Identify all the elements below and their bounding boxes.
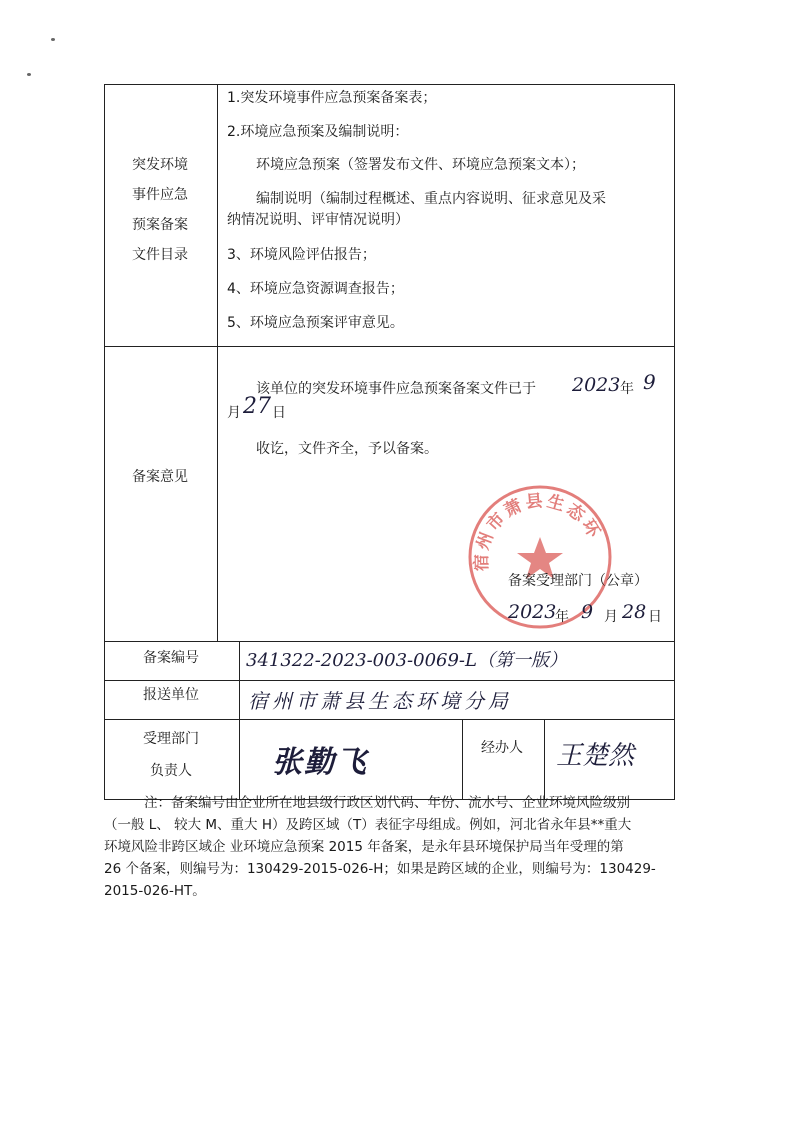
dept-head-label-line: 受理部门 (143, 731, 199, 747)
seal-text: 宿州市萧县生态环 (471, 491, 606, 572)
footnote-line: 注：备案编号由企业所在地县级行政区划代码、年份、流水号、企业环境风险级别 (144, 795, 630, 811)
record-no-label: 备案编号 (143, 650, 199, 666)
submit-unit-label: 报送单位 (143, 687, 199, 703)
record-no-handwritten: 341322-2023-003-0069-L（第一版） (246, 650, 567, 671)
catalog-item: 编制说明（编制过程概述、重点内容说明、征求意见及采 (256, 191, 606, 207)
opinion-year-unit: 年 (620, 381, 634, 397)
opinion-label: 备案意见 (132, 469, 188, 485)
stamp-day-unit: 日 (648, 609, 662, 625)
catalog-label-line: 事件应急 (132, 187, 188, 203)
dept-stamp-label: 备案受理部门（公章） (508, 573, 648, 589)
opinion-text-2: 收讫，文件齐全，予以备案。 (256, 441, 438, 457)
opinion-year-handwritten: 2023 (572, 374, 621, 396)
catalog-item: 纳情况说明、评审情况说明） (227, 212, 409, 228)
footnote-line: （一般 L、 较大 M、重大 H）及跨区域（T）表征字母组成。例如，河北省永年县**重大 (104, 817, 632, 833)
catalog-item: 3、环境风险评估报告； (227, 247, 376, 263)
opinion-month-handwritten: 9 (643, 370, 656, 394)
catalog-item: 1.突发环境事件应急预案备案表； (227, 90, 437, 106)
catalog-label-line: 突发环境 (132, 157, 188, 173)
submit-unit-handwritten: 宿州市萧县生态环境分局 (248, 689, 512, 713)
catalog-item: 环境应急预案（签署发布文件、环境应急预案文本）； (256, 157, 585, 173)
scan-speck (27, 73, 31, 76)
stamp-day-handwritten: 28 (622, 601, 647, 623)
footnote-line: 环境风险非跨区域企 业环境应急预案 2015 年备案，是永年县环境保护局当年受理的第 (104, 839, 624, 855)
opinion-month-unit: 月 (227, 405, 241, 421)
stamp-year-unit: 年 (555, 609, 569, 625)
stamp-month-handwritten: 9 (581, 601, 594, 623)
catalog-item: 4、环境应急资源调查报告； (227, 281, 404, 297)
catalog-label-line: 预案备案 (132, 217, 188, 233)
scan-speck (51, 38, 55, 41)
opinion-day-unit: 日 (272, 405, 286, 421)
opinion-day-handwritten: 27 (243, 394, 271, 419)
dept-head-label-line: 负责人 (150, 763, 192, 779)
catalog-item: 2.环境应急预案及编制说明： (227, 124, 409, 140)
opinion-text: 该单位的突发环境事件应急预案备案文件已于 (256, 381, 536, 397)
catalog-label-line: 文件目录 (132, 247, 188, 263)
stamp-year-handwritten: 2023 (508, 601, 557, 623)
handler-signature: 王楚然 (556, 741, 635, 771)
dept-head-signature: 张勤飞 (272, 745, 368, 780)
catalog-label (104, 150, 216, 270)
footnote-line: 2015-026-HT。 (104, 883, 206, 899)
handler-label: 经办人 (481, 740, 523, 756)
footnote-line: 26 个备案，则编号为：130429-2015-026-H；如果是跨区域的企业，则编号为：130429- (104, 861, 656, 877)
stamp-month-unit: 月 (604, 609, 618, 625)
catalog-item: 5、环境应急预案评审意见。 (227, 315, 404, 331)
dept-head-label (104, 723, 238, 787)
